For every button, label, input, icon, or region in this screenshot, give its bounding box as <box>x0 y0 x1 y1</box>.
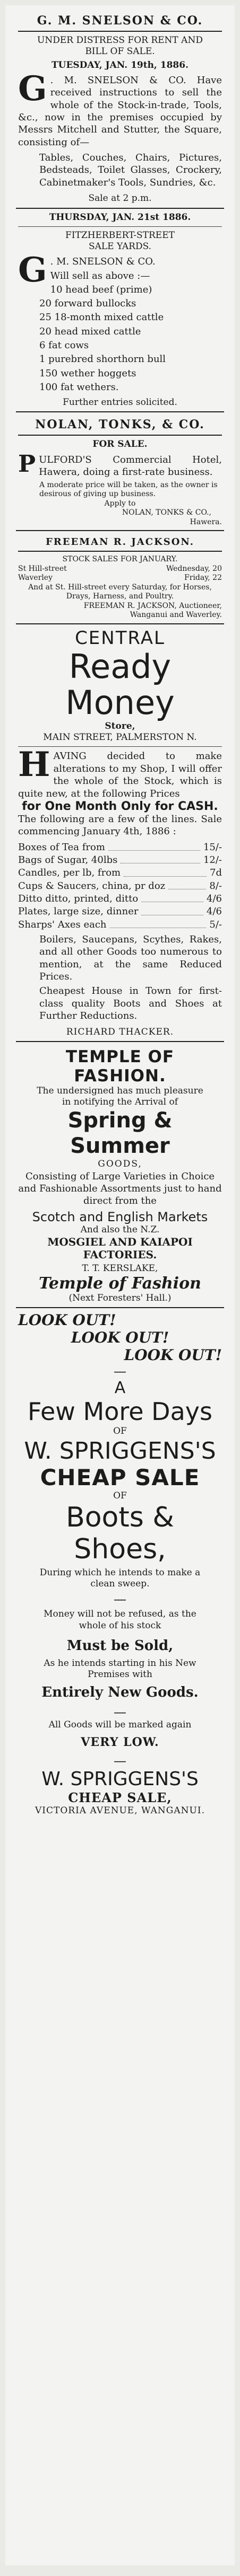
ad-body: The undersigned has much pleasure in notifying the Arrival of <box>37 1085 203 1108</box>
ad-body: Boilers, Saucepans, Scythes, Rakes, and all other Goods too numerous to mention, at the same Reduced Prices. <box>39 933 222 982</box>
goods-label: GOODS, <box>98 1159 142 1170</box>
drop-cap: G <box>18 250 47 290</box>
store-label: Store, <box>105 720 135 731</box>
divider <box>18 226 222 227</box>
factories-line: MOSGIEL AND KAIAPOI <box>47 1235 193 1248</box>
price-row: Sharps' Axes each 5/- <box>18 919 222 930</box>
shop-name: Temple of Fashion <box>39 1274 201 1293</box>
sale-date: TUESDAY, JAN. 19th, 1886. <box>51 59 189 70</box>
list-item: 25 18-month mixed cattle <box>39 312 164 323</box>
sale-note: And at St. Hill-street every Saturday, for Horses, Drays, Harness, and Poultry. <box>28 583 212 601</box>
ad-body: During which he intends to make a clean sweep. <box>39 1567 201 1590</box>
list-item: 1 purebred shorthorn bull <box>39 354 166 365</box>
temple-of-fashion-ad <box>16 1042 224 1309</box>
snelson-distress-sale-ad <box>16 8 224 209</box>
ad-header: NOLAN, TONKS, & CO. <box>35 418 205 432</box>
ad-title: CENTRAL <box>75 627 165 649</box>
stock-list <box>18 250 222 394</box>
ad-subheading: BILL OF SALE. <box>85 46 155 57</box>
ad-body: Money will not be refused, as the whole of his stock <box>44 1609 196 1631</box>
shop-address: VICTORIA AVENUE, WANGANUI. <box>35 1805 205 1816</box>
divider <box>18 31 222 32</box>
shop-location: (Next Foresters' Hall.) <box>68 1293 172 1304</box>
ad-header: FREEMAN R. JACKSON. <box>46 536 194 548</box>
auctioneer-town: Wanganui and Waverley. <box>130 611 222 620</box>
apply-line: Apply to <box>104 499 136 508</box>
ad-body: Cheapest House in Town for first-class quality Boots and Shoes at Further Reductions. <box>39 985 222 1022</box>
proprietor-name: T. T. KERSLAKE, <box>82 1263 158 1274</box>
drop-cap: P <box>18 450 36 478</box>
must-be-sold: Must be Sold, <box>66 1637 174 1654</box>
ad-title: TEMPLE OF FASHION. <box>65 1047 175 1086</box>
drop-cap: H <box>18 745 50 785</box>
list-item: 10 head beef (prime) <box>50 284 152 295</box>
dash: — <box>114 1705 126 1720</box>
ad-body: As he intends starting in his New Premises with <box>44 1657 196 1680</box>
connector: OF <box>113 1490 127 1501</box>
list-item: 100 fat wethers. <box>39 381 119 393</box>
drop-cap: G <box>18 68 47 109</box>
ad-headline: Spring & Summer <box>67 1108 173 1159</box>
list-item: 150 wether hoggets <box>39 367 136 379</box>
look-out-line: LOOK OUT! <box>18 1311 116 1329</box>
entirely-new-goods: Entirely New Goods. <box>41 1684 199 1701</box>
price-row: Candles, per lb, from 7d <box>18 867 222 879</box>
store-address: MAIN STREET, PALMERSTON N. <box>43 732 197 743</box>
sale-place: FITZHERBERT-STREET <box>65 230 175 241</box>
ad-body: Consisting of Large Varieties in Choice and Fashionable Assortments just to hand direct from the <box>18 1170 222 1207</box>
look-out-line: LOOK OUT! <box>71 1329 169 1347</box>
price-row: Cups & Saucers, china, pr doz 8/- <box>18 880 222 892</box>
ad-title-large: Ready Money <box>65 647 175 722</box>
markets-line: Scotch and English Markets <box>32 1209 208 1224</box>
ad-body: All Goods will be marked again <box>48 1719 192 1731</box>
sale-time: Sale at 2 p.m. <box>88 193 152 204</box>
cheap-sale-line: CHEAP SALE <box>40 1464 200 1490</box>
list-item: Will sell as above :— <box>50 270 150 281</box>
ad-title: STOCK SALES FOR JANUARY. <box>62 555 178 564</box>
price-row: Plates, large size, dinner 4/6 <box>18 906 222 918</box>
few-days-line: Few More Days <box>28 1397 212 1426</box>
divider <box>18 551 222 552</box>
article: A <box>114 1379 126 1398</box>
cheap-sale-line: CHEAP SALE, <box>68 1789 172 1805</box>
list-item: 20 head mixed cattle <box>39 325 141 337</box>
ad-title: FOR SALE. <box>92 439 148 450</box>
ad-body: A moderate price will be taken, as the owner is desirous of giving up business. <box>39 480 218 499</box>
further-entries: Further entries solicited. <box>63 397 177 408</box>
agent-name: NOLAN, TONKS & CO., <box>122 508 211 517</box>
price-row: Ditto ditto, printed, ditto 4/6 <box>18 893 222 904</box>
items-list: Tables, Couches, Chairs, Pictures, Bedsteads, Toilet Glasses, Crockery, Cabinetmaker's Tools, Sundries, &c. <box>39 152 222 188</box>
agent-town: Hawera. <box>190 517 222 526</box>
divider <box>18 435 222 436</box>
sale-row: Waverley Friday, 22 <box>18 574 222 583</box>
look-out-line: LOOK OUT! <box>124 1346 222 1364</box>
list-item: 6 fat cows <box>39 340 89 351</box>
nolan-tonks-ad <box>16 412 224 531</box>
ad-body: G . M. SNELSON & CO. Have received instructions to sell the whole of the Stock-in-trade, Tools, &c., now in the premises occupied by Messrs Mitchell and Stutter, the Square, consisting of— <box>18 68 222 148</box>
list-item: 20 forward bullocks <box>39 298 136 310</box>
boots-shoes-line: Boots & Shoes, <box>66 1501 174 1565</box>
freeman-jackson-ad <box>16 531 224 624</box>
offer-line: for One Month Only for CASH. <box>22 799 218 813</box>
auctioneer: FREEMAN R. JACKSON, Auctioneer, <box>83 601 222 610</box>
ad-body: And also the N.Z. <box>80 1224 160 1235</box>
price-row: Bags of Sugar, 40lbs 12/- <box>18 854 222 866</box>
merchant-name: W. SPRIGGENS'S <box>41 1768 199 1790</box>
newspaper-column <box>5 5 235 2565</box>
snelson-stock-sale-ad <box>16 209 224 413</box>
sale-row: St Hill-street Wednesday, 20 <box>18 564 222 573</box>
ready-money-store-ad <box>16 624 224 1042</box>
ad-subheading: UNDER DISTRESS FOR RENT AND <box>37 35 203 46</box>
dash: — <box>114 1592 126 1607</box>
connector: OF <box>113 1426 127 1437</box>
sale-place: SALE YARDS. <box>88 241 152 252</box>
ad-header: G. M. SNELSON & CO. <box>37 14 203 28</box>
proprietor-name: RICHARD THACKER. <box>66 1026 174 1037</box>
spriggens-cheap-sale-ad <box>16 1308 224 1820</box>
list-item: . M. SNELSON & CO. <box>50 256 156 268</box>
price-list <box>18 841 222 931</box>
ad-body: The following are a few of the lines. Sale commencing January 4th, 1886 : <box>18 813 222 837</box>
price-row: Boxes of Tea from 15/- <box>18 841 222 853</box>
very-low: VERY LOW. <box>81 1735 159 1749</box>
dash: — <box>114 1753 126 1768</box>
sale-date: THURSDAY, JAN. 21st 1886. <box>49 211 191 223</box>
dash: — <box>114 1364 126 1379</box>
ad-body: PULFORD'S Commercial Hotel, Hawera, doing a first-rate business. <box>18 450 222 478</box>
ad-body: HAVING decided to make alterations to my Shop, I will offer the whole of the Stock, which is quite new, at the following Prices <box>18 745 222 799</box>
merchant-name: W. SPRIGGENS'S <box>24 1437 216 1465</box>
factories-line: FACTORIES. <box>83 1248 157 1261</box>
